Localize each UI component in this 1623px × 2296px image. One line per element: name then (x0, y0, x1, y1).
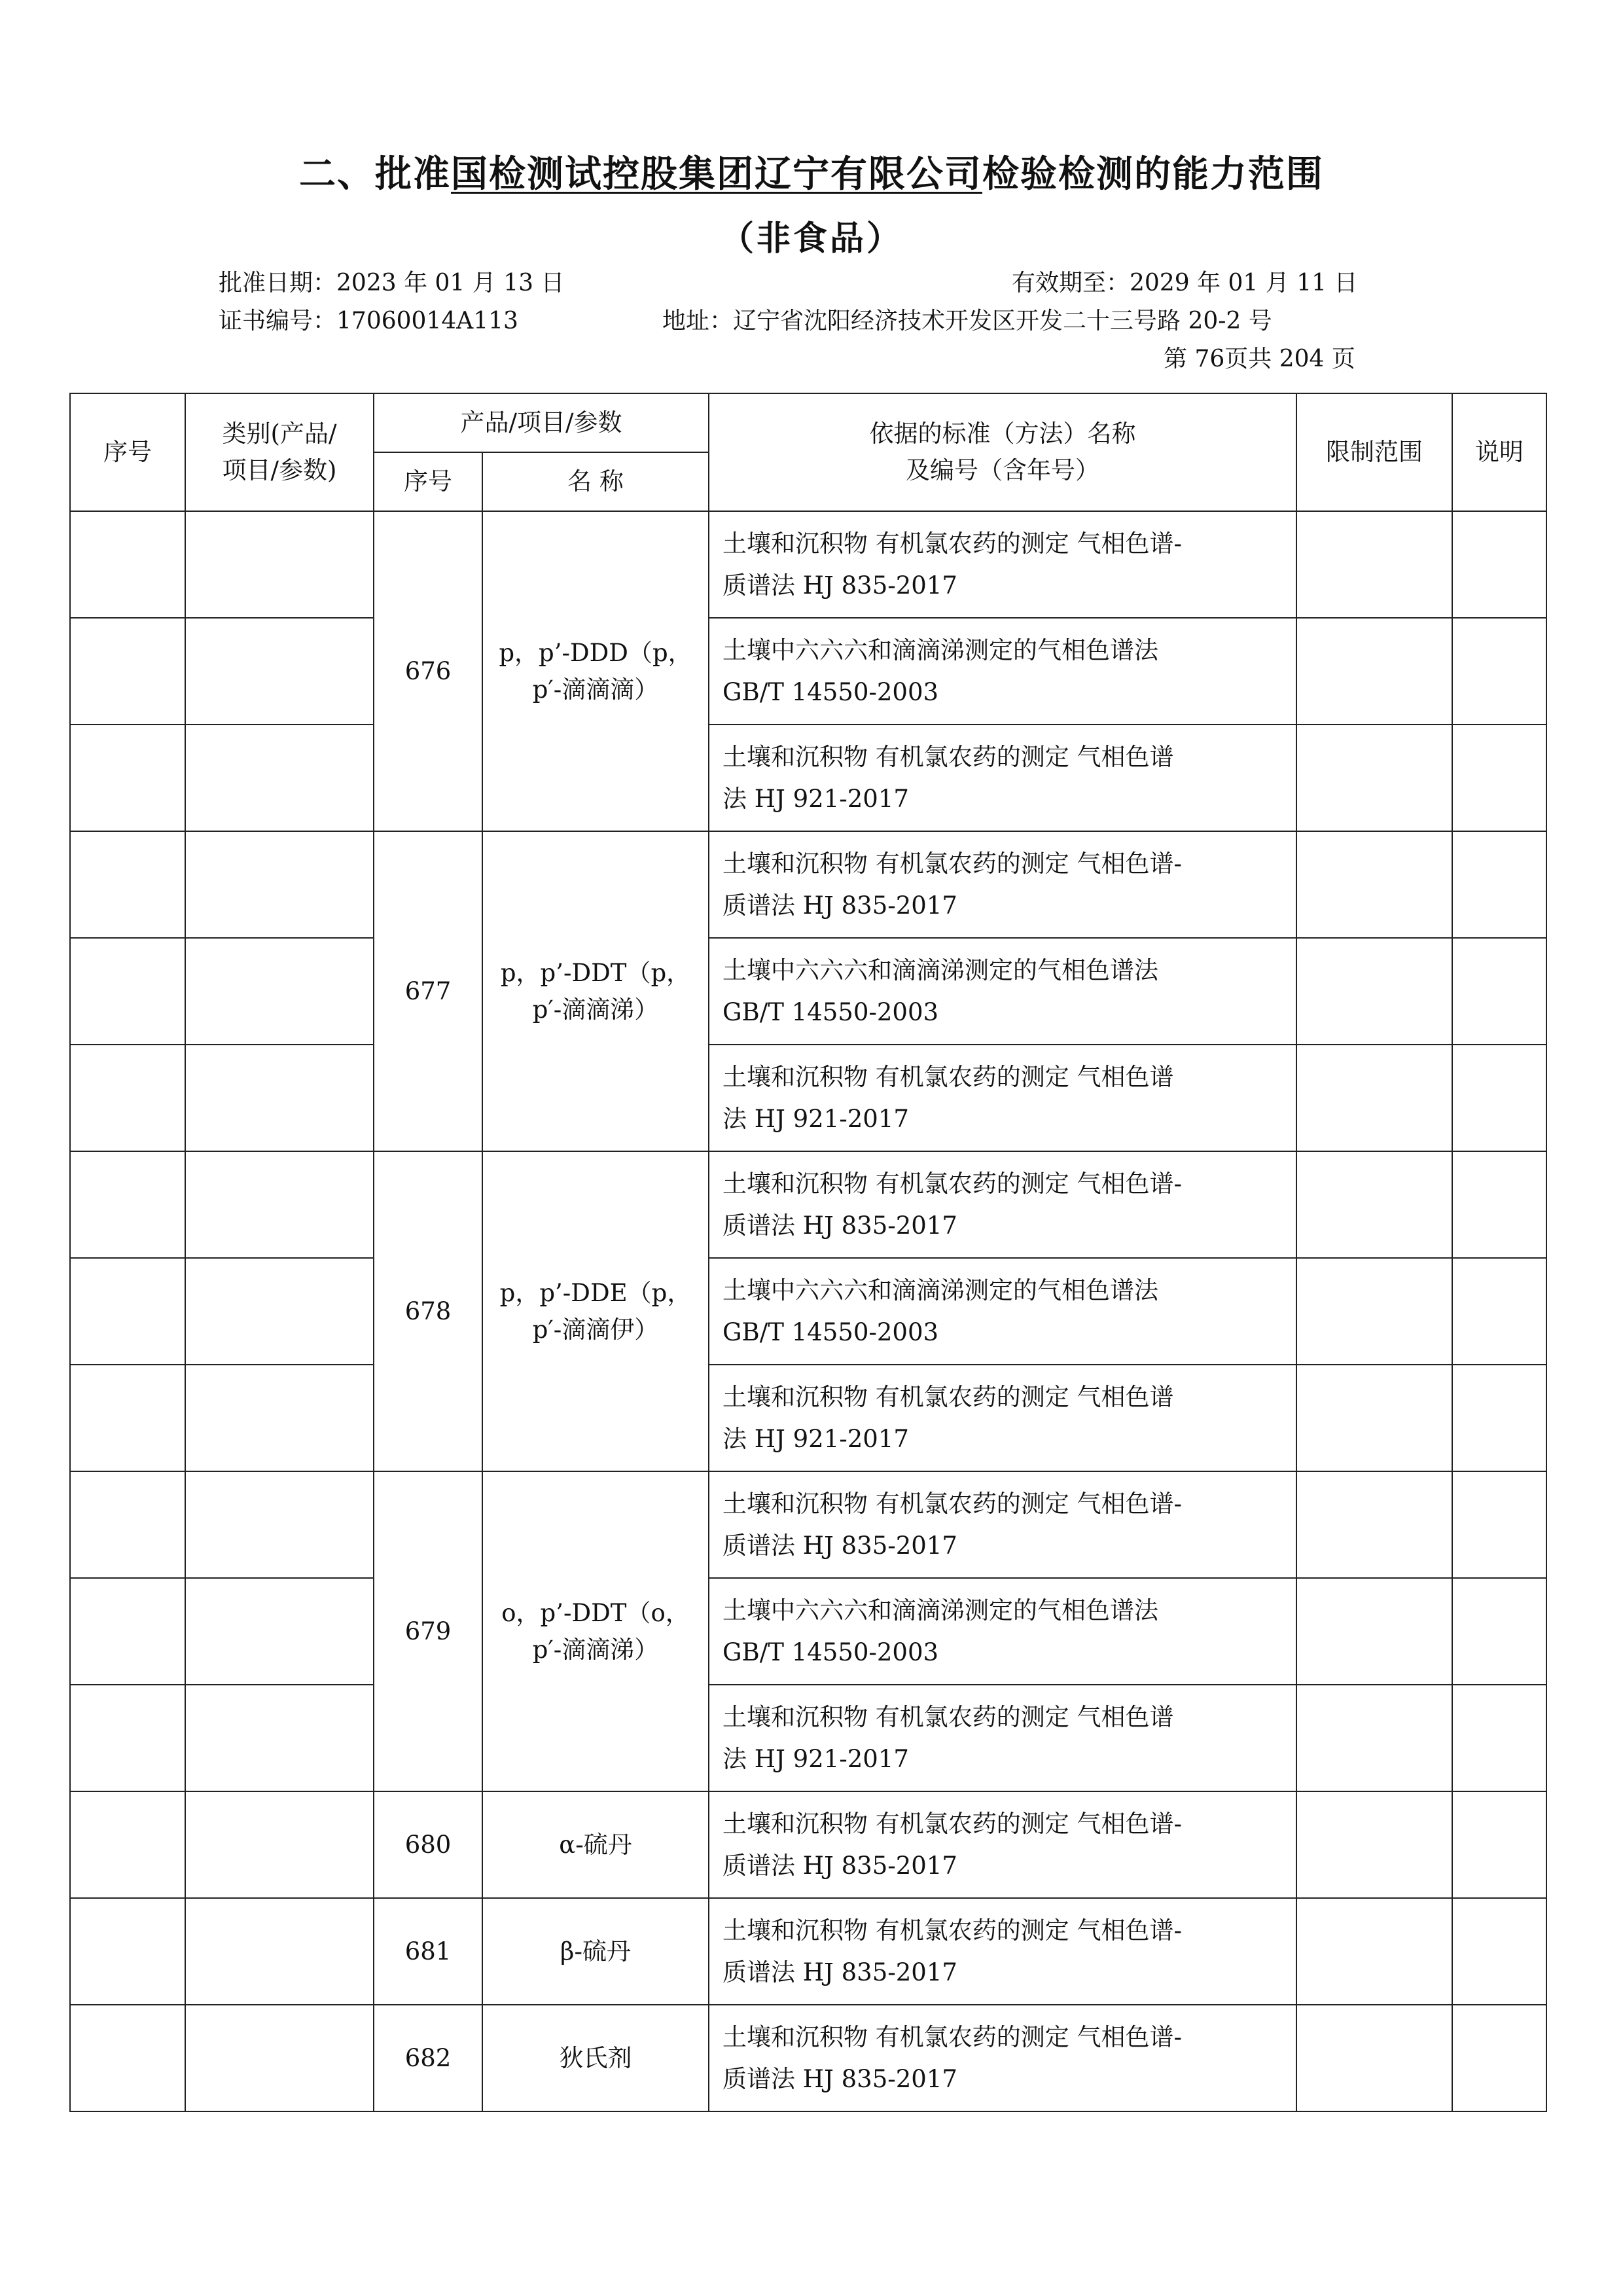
certificate-number-value: 17060014A113 (336, 308, 518, 334)
standard-line-1: 土壤和沉积物 有机氯农药的测定 气相色谱- (722, 1916, 1183, 1945)
standard-line-2: GB/T 14550-2003 (722, 677, 939, 706)
note-cell (1452, 1791, 1546, 1898)
valid-until-label: 有效期至： (1012, 270, 1130, 296)
product-name-cell (482, 1471, 709, 1791)
seq-cell (70, 511, 185, 618)
table-row (70, 1151, 1546, 1258)
product-name-cell (482, 831, 709, 1151)
table-row (70, 1471, 1546, 1578)
product-seq-cell: 679 (374, 1471, 482, 1791)
seq-cell (70, 1578, 185, 1685)
note-cell (1452, 938, 1546, 1045)
standard-line-1: 土壤中六六六和滴滴涕测定的气相色谱法 (722, 1276, 1158, 1304)
product-name-cell (482, 2005, 709, 2111)
header-standard-line-2: 及编号（含年号） (906, 456, 1099, 484)
certificate-number-label: 证书编号： (219, 308, 337, 334)
category-cell (185, 1791, 374, 1898)
seq-cell (70, 1471, 185, 1578)
category-cell (185, 2005, 374, 2111)
table-row (70, 1898, 1546, 2005)
seq-cell (70, 1791, 185, 1898)
standard-cell (709, 618, 1296, 725)
standard-line-2: GB/T 14550-2003 (722, 1638, 939, 1666)
limit-cell (1296, 618, 1452, 725)
standard-cell (709, 1045, 1296, 1151)
category-cell (185, 1685, 374, 1791)
standard-line-2: 质谱法 HJ 835-2017 (722, 571, 957, 600)
seq-cell (70, 725, 185, 831)
standard-cell (709, 1685, 1296, 1791)
limit-cell (1296, 1578, 1452, 1685)
seq-cell (70, 938, 185, 1045)
standard-cell (709, 938, 1296, 1045)
product-seq-cell: 678 (374, 1151, 482, 1471)
standard-line-1: 土壤和沉积物 有机氯农药的测定 气相色谱- (722, 1489, 1183, 1518)
standard-line-2: 法 HJ 921-2017 (722, 1424, 909, 1453)
limit-cell (1296, 938, 1452, 1045)
header-note: 说明 (1452, 393, 1546, 511)
product-name-line-1: p，p’-DDD（p， (499, 638, 692, 667)
product-name-cell (482, 1791, 709, 1898)
limit-cell (1296, 1898, 1452, 2005)
standard-line-1: 土壤和沉积物 有机氯农药的测定 气相色谱 (722, 742, 1174, 771)
header-product-seq: 序号 (374, 452, 482, 511)
product-name-line-1: β-硫丹 (560, 1937, 631, 1965)
standard-cell (709, 1365, 1296, 1471)
standard-line-1: 土壤和沉积物 有机氯农药的测定 气相色谱- (722, 2022, 1183, 2051)
limit-cell (1296, 511, 1452, 618)
note-cell (1452, 1898, 1546, 2005)
note-cell (1452, 1151, 1546, 1258)
product-seq-cell: 682 (374, 2005, 482, 2111)
table-row (70, 831, 1546, 938)
standard-line-2: 法 HJ 921-2017 (722, 784, 909, 813)
header-limit: 限制范围 (1296, 393, 1452, 511)
table-row (70, 938, 1546, 1045)
category-cell (185, 1471, 374, 1578)
title-organization: 国检测试控股集团辽宁有限公司 (451, 153, 982, 196)
limit-cell (1296, 1258, 1452, 1365)
standard-line-1: 土壤和沉积物 有机氯农药的测定 气相色谱 (722, 1702, 1174, 1731)
limit-cell (1296, 725, 1452, 831)
address-value: 辽宁省沈阳经济技术开发区开发二十三号路 20-2 号 (733, 308, 1272, 334)
standard-line-2: 质谱法 HJ 835-2017 (722, 1958, 957, 1986)
product-name-cell (482, 511, 709, 831)
table-row (70, 1258, 1546, 1365)
category-cell (185, 1578, 374, 1685)
seq-cell (70, 831, 185, 938)
seq-cell (70, 618, 185, 725)
header-row-1 (70, 393, 1546, 452)
category-cell (185, 1898, 374, 2005)
product-name-line-1: p，p’-DDE（p， (499, 1278, 692, 1307)
table-row (70, 511, 1546, 618)
standard-line-2: GB/T 14550-2003 (722, 997, 939, 1026)
table-row (70, 1791, 1546, 1898)
standard-line-2: 质谱法 HJ 835-2017 (722, 2064, 957, 2093)
approve-date-label: 批准日期： (219, 270, 337, 296)
standard-line-2: 法 HJ 921-2017 (722, 1744, 909, 1773)
standard-cell (709, 1898, 1296, 2005)
valid-until (1012, 264, 1357, 298)
standard-cell (709, 1258, 1296, 1365)
note-cell (1452, 1365, 1546, 1471)
standard-line-1: 土壤中六六六和滴滴涕测定的气相色谱法 (722, 636, 1158, 664)
seq-cell (70, 1151, 185, 1258)
category-cell (185, 725, 374, 831)
category-cell (185, 1258, 374, 1365)
capability-table (69, 393, 1547, 2112)
product-name-line-1: o，p’-DDT（o， (501, 1598, 690, 1627)
product-name-line-2: p′-滴滴伊） (532, 1315, 659, 1344)
note-cell (1452, 1258, 1546, 1365)
table-row (70, 1685, 1546, 1791)
product-name-line-1: 狄氏剂 (559, 2043, 632, 2072)
approve-date (219, 264, 564, 298)
header-category (185, 393, 374, 511)
table-row (70, 1578, 1546, 1685)
product-name-cell (482, 1151, 709, 1471)
product-name-line-2: p′-滴滴涕） (532, 1635, 659, 1664)
standard-line-2: GB/T 14550-2003 (722, 1318, 939, 1346)
limit-cell (1296, 1365, 1452, 1471)
note-cell (1452, 1471, 1546, 1578)
valid-until-value: 2029 年 01 月 11 日 (1130, 270, 1358, 296)
table-body (70, 511, 1546, 2111)
seq-cell (70, 2005, 185, 2111)
seq-cell (70, 1685, 185, 1791)
standard-cell (709, 1791, 1296, 1898)
seq-cell (70, 1365, 185, 1471)
limit-cell (1296, 1685, 1452, 1791)
note-cell (1452, 831, 1546, 938)
limit-cell (1296, 1471, 1452, 1578)
product-name-line-1: p，p’-DDT（p， (500, 958, 691, 987)
table-row (70, 1365, 1546, 1471)
seq-cell (70, 1898, 185, 2005)
header-product-name: 名 称 (482, 452, 709, 511)
approve-date-value: 2023 年 01 月 13 日 (336, 270, 565, 296)
header-standard (709, 393, 1296, 511)
limit-cell (1296, 1791, 1452, 1898)
standard-cell (709, 511, 1296, 618)
limit-cell (1296, 1045, 1452, 1151)
table-row (70, 2005, 1546, 2111)
seq-cell (70, 1258, 185, 1365)
standard-line-1: 土壤中六六六和滴滴涕测定的气相色谱法 (722, 956, 1158, 984)
category-cell (185, 1365, 374, 1471)
category-cell (185, 1045, 374, 1151)
standard-line-1: 土壤和沉积物 有机氯农药的测定 气相色谱- (722, 1809, 1183, 1838)
product-seq-cell: 676 (374, 511, 482, 831)
category-cell (185, 1151, 374, 1258)
table-row (70, 725, 1546, 831)
page-number: 第 76页共 204 页 (1164, 346, 1355, 372)
product-seq-cell: 680 (374, 1791, 482, 1898)
header-product-group: 产品/项目/参数 (374, 393, 709, 452)
header-category-line-2: 项目/参数) (222, 456, 337, 484)
header-seq: 序号 (70, 393, 185, 511)
category-cell (185, 618, 374, 725)
category-cell (185, 831, 374, 938)
table-row (70, 618, 1546, 725)
standard-line-1: 土壤和沉积物 有机氯农药的测定 气相色谱 (722, 1382, 1174, 1411)
product-name-line-2: p′-滴滴涕） (532, 995, 659, 1024)
category-cell (185, 938, 374, 1045)
note-cell (1452, 2005, 1546, 2111)
product-name-cell (482, 1898, 709, 2005)
note-cell (1452, 1685, 1546, 1791)
limit-cell (1296, 2005, 1452, 2111)
standard-cell (709, 1151, 1296, 1258)
standard-line-2: 质谱法 HJ 835-2017 (722, 1211, 957, 1240)
category-cell (185, 511, 374, 618)
title-prefix: 二、批准 (299, 153, 451, 196)
table-row (70, 1045, 1546, 1151)
standard-line-1: 土壤中六六六和滴滴涕测定的气相色谱法 (722, 1596, 1158, 1624)
limit-cell (1296, 1151, 1452, 1258)
standard-cell (709, 725, 1296, 831)
standard-cell (709, 2005, 1296, 2111)
standard-line-1: 土壤和沉积物 有机氯农药的测定 气相色谱- (722, 1169, 1183, 1198)
limit-cell (1296, 831, 1452, 938)
standard-line-1: 土壤和沉积物 有机氯农药的测定 气相色谱- (722, 529, 1183, 558)
header-category-line-1: 类别(产品/ (222, 420, 337, 448)
standard-line-2: 质谱法 HJ 835-2017 (722, 1851, 957, 1880)
standard-cell (709, 831, 1296, 938)
note-cell (1452, 511, 1546, 618)
product-name-line-1: α-硫丹 (559, 1830, 632, 1859)
standard-cell (709, 1471, 1296, 1578)
standard-cell (709, 1578, 1296, 1685)
address (662, 302, 1272, 336)
certificate-number (219, 302, 518, 336)
product-seq-cell: 681 (374, 1898, 482, 2005)
address-label: 地址： (662, 308, 734, 334)
standard-line-2: 法 HJ 921-2017 (722, 1104, 909, 1133)
note-cell (1452, 1578, 1546, 1685)
page-subtitle: （非食品） (719, 219, 903, 259)
seq-cell (70, 1045, 185, 1151)
product-seq-cell: 677 (374, 831, 482, 1151)
header-standard-line-1: 依据的标准（方法）名称 (869, 420, 1136, 448)
standard-line-1: 土壤和沉积物 有机氯农药的测定 气相色谱 (722, 1062, 1174, 1091)
standard-line-2: 质谱法 HJ 835-2017 (722, 1531, 957, 1560)
standard-line-2: 质谱法 HJ 835-2017 (722, 891, 957, 920)
standard-line-1: 土壤和沉积物 有机氯农药的测定 气相色谱- (722, 849, 1183, 878)
note-cell (1452, 618, 1546, 725)
note-cell (1452, 725, 1546, 831)
page-title (0, 145, 1623, 198)
note-cell (1452, 1045, 1546, 1151)
product-name-line-2: p′-滴滴滴） (532, 675, 659, 704)
title-suffix: 检验检测的能力范围 (982, 153, 1324, 196)
